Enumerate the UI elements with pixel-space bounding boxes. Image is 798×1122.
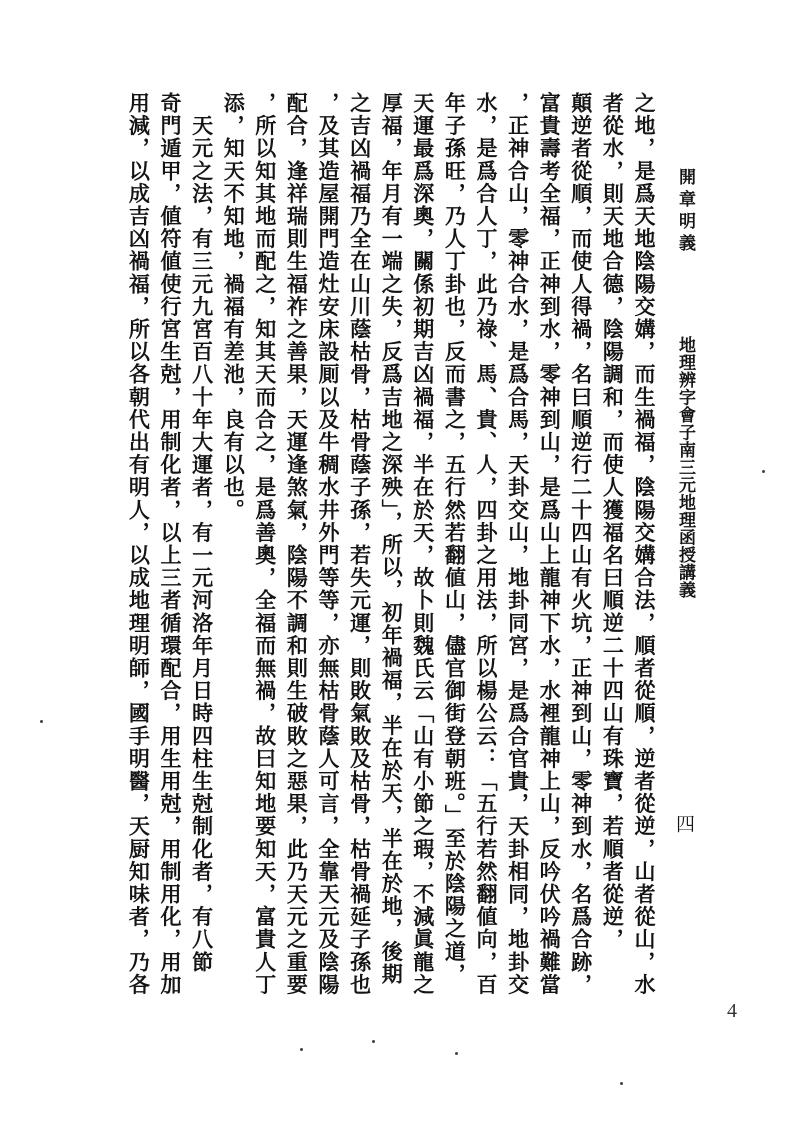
text-column: 之吉凶禍福乃全在山川蔭枯骨，枯骨蔭子孫，若失元運，則敗氣敗及枯骨，枯骨禍延子孫也: [347, 92, 373, 996]
section-title: 開章明義: [675, 168, 695, 256]
book-title: 地理辨字會子南三元地理函授講義: [675, 336, 695, 599]
scan-speck: [300, 1048, 303, 1051]
text-column: ，正神合山，零神合水，是爲合馬，天卦交山，地卦同宮，是爲合官貴，天卦相同，地卦交: [505, 92, 531, 996]
text-column: ，所以知其地而配之，知其天而合之，是爲善奧，全福而無禍，故曰知地要知天，富貴人丁: [252, 92, 278, 996]
text-column: 年子孫旺，乃人丁卦也，反而書之，五行然若翻値山，儘官御街登朝班。」至於陰陽之道，: [442, 92, 468, 986]
text-column: ，及其造屋開門造灶安床設厠以及牛稠水井外門等等，亦無枯骨蔭人可言，全靠天元及陰陽: [316, 92, 341, 996]
page-number-chinese: 四: [673, 814, 695, 833]
scan-speck: [620, 1082, 623, 1085]
scan-speck: [455, 1052, 458, 1055]
text-column: 添，知天不知地，禍福有差池，良有以也。: [221, 92, 247, 522]
scan-speck: [372, 1040, 375, 1043]
text-column: 顛逆者從順，而使人得禍，名曰順逆行二十四山有火坑，正神到山，零神到水，名爲合跡，: [568, 92, 594, 996]
text-column: 厚福，年月有一端之失，反爲吉地之深殃」，所以，初年禍福，半在於天，半在於地，後期: [379, 92, 405, 986]
text-column: 富貴壽考全福，正神到水，零神到山，是爲山上龍神下水，水裡龍神上山，反吟伏吟禍難當: [537, 92, 563, 996]
text-column: 天元之法，有三元九宮百八十年大運者，有一元河洛年月日時四柱生尅制化者，有八節: [189, 92, 215, 974]
text-column: 之地，是爲天地陰陽交媾，而生禍福，陰陽交媾合法，順者從順，逆者從逆，山者從山，水: [632, 92, 657, 996]
text-column: 用減，以成吉凶禍福，所以各朝代出有明人，以成地理明師，國手明醫，天厨知味者，乃各: [126, 92, 152, 996]
text-column: 配合，逢祥瑞則生福祚之善果，天運逢煞氣，陰陽不調和則生破敗之惡果，此乃天元之重要: [284, 92, 310, 996]
text-column: 奇門遁甲，値符値使行宮生尅，用制化者，以上三者循環配合，用生用尅，用制用化，用加: [158, 92, 183, 996]
page-number: 4: [727, 1000, 737, 1022]
text-column: 天運最爲深奧，關係初期吉凶禍福，半在於天，故卜則魏氏云「山有小節之瑕，不減眞龍之: [410, 92, 436, 996]
scan-speck: [40, 720, 43, 723]
text-column: 水，是爲合人丁，此乃祿、馬、貴、人，四卦之用法，所以楊公云：「五行若然翻値向，百: [474, 92, 499, 996]
scan-speck: [762, 470, 765, 473]
text-column: 者從水，則天地合德，陰陽調和，而使人獲福名曰順逆二十四山有珠寶，若順者從逆，: [600, 92, 626, 951]
